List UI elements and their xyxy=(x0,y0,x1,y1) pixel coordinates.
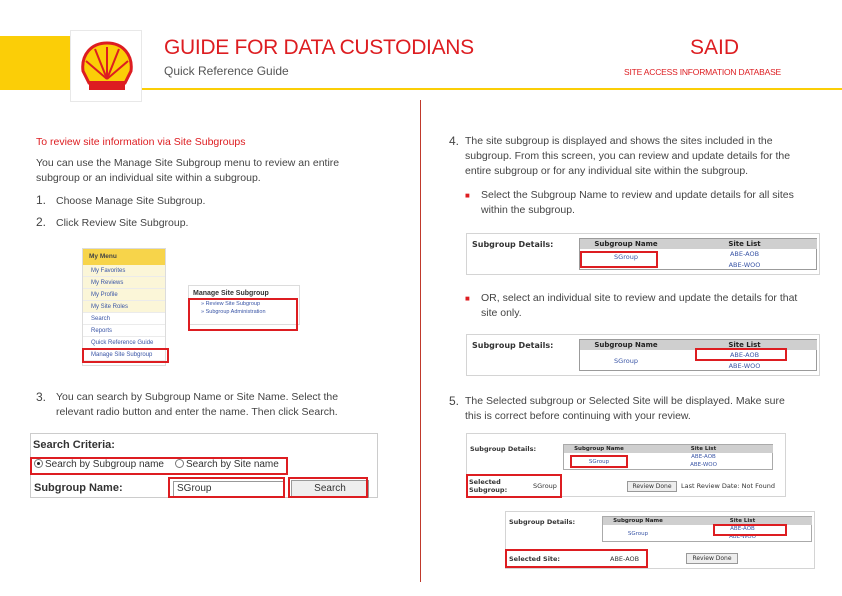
step-3 xyxy=(36,390,376,420)
highlight-search-button xyxy=(288,477,368,498)
subgroup-details-label: Subgroup Details: xyxy=(509,518,576,526)
review-done-button[interactable]: Review Done xyxy=(686,553,738,564)
subgroup-name-link[interactable]: SGroup xyxy=(627,531,649,537)
intro-text: You can use the Manage Site Subgroup menu to review an entire subgroup or an individual site within a subgroup. xyxy=(36,157,340,184)
app-full-name: SITE ACCESS INFORMATION DATABASE xyxy=(624,67,782,77)
bullet-icon: ■ xyxy=(465,191,470,200)
app-name: SAID xyxy=(690,36,740,59)
highlight-manage-site-subgroup xyxy=(82,348,169,363)
subgroup-details-label: Subgroup Details: xyxy=(472,341,554,350)
site-link-woo[interactable]: ABE-WOO xyxy=(729,534,756,540)
step-1 xyxy=(36,193,205,209)
step-4 xyxy=(449,134,794,179)
bullet-icon: ■ xyxy=(465,294,470,303)
site-link-aob[interactable]: ABE-AOB xyxy=(729,351,760,359)
col-subgroup-name: Subgroup Name xyxy=(603,517,673,525)
subgroup-name-link[interactable]: SGroup xyxy=(588,459,610,465)
page-title: GUIDE FOR DATA CUSTODIANS xyxy=(164,36,474,59)
selected-site-value: ABE-AOB xyxy=(610,555,640,563)
subgroup-name-label: Subgroup Name: xyxy=(34,482,123,494)
selected-subgroup-label: Selected Subgroup: xyxy=(469,478,508,494)
subgroup-name-link[interactable]: SGroup xyxy=(614,253,638,261)
col-subgroup-name: Subgroup Name xyxy=(580,340,672,350)
review-site-subgroup-link[interactable]: » Review Site Subgroup xyxy=(201,301,261,307)
menu-item-site-roles[interactable]: My Site Roles xyxy=(83,301,165,313)
menu-item-profile[interactable]: My Profile xyxy=(83,289,165,301)
highlight-radio-options xyxy=(30,457,288,475)
search-by-subgroup-label: Search by Subgroup name xyxy=(45,459,164,470)
site-link-woo[interactable]: ABE-WOO xyxy=(728,362,761,370)
site-link-aob[interactable]: ABE-AOB xyxy=(729,250,760,258)
subgroup-name-link[interactable]: SGroup xyxy=(614,357,638,365)
step-2 xyxy=(36,215,188,231)
selected-subgroup-value: SGroup xyxy=(533,482,557,490)
menu-item-favorites[interactable]: My Favorites xyxy=(83,265,165,277)
search-criteria-title: Search Criteria: xyxy=(33,439,115,451)
site-link-aob[interactable]: ABE-AOB xyxy=(691,454,716,460)
highlight-selected-site xyxy=(505,549,648,568)
bullet-2 xyxy=(465,291,805,321)
menu-item-search[interactable]: Search xyxy=(83,313,165,325)
step-5 xyxy=(449,394,794,424)
highlight-subgroup-name xyxy=(570,455,628,468)
step-2-number: 2. xyxy=(36,215,47,229)
section-heading: To review site information via Site Subgroups xyxy=(36,136,246,148)
col-site-list: Site List xyxy=(672,239,817,249)
review-done-button[interactable]: Review Done xyxy=(627,481,677,492)
site-link-woo[interactable]: ABE-WOO xyxy=(690,462,717,468)
highlight-subgroup-name xyxy=(580,251,658,268)
step-5-text: The Selected subgroup or Selected Site will be displayed. Make sure this is correct before continuing with your review. xyxy=(465,395,785,422)
search-button[interactable]: Search xyxy=(291,480,369,498)
step-1-text: Choose Manage Site Subgroup. xyxy=(56,195,206,207)
highlight-site-aob xyxy=(695,348,787,361)
step-5-number: 5. xyxy=(449,394,460,408)
selected-site-label: Selected Site: xyxy=(509,555,561,563)
site-link-woo[interactable]: ABE-WOO xyxy=(728,261,761,269)
menu-item-manage-site-subgroup[interactable]: Manage Site Subgroup xyxy=(83,349,165,361)
subgroup-details-label: Subgroup Details: xyxy=(472,240,554,249)
subgroup-administration-link[interactable]: » Subgroup Administration xyxy=(201,309,266,315)
menu-item-reports[interactable]: Reports xyxy=(83,325,165,337)
shell-pecten-icon xyxy=(70,30,142,102)
menu-item-reviews[interactable]: My Reviews xyxy=(83,277,165,289)
step-4-text: The site subgroup is displayed and shows the sites included in the subgroup. From this screen, you can review and update details for the entire subgroup or for any individual site within the subgroup. xyxy=(465,135,791,177)
page-subtitle: Quick Reference Guide xyxy=(164,64,289,78)
highlight-site-aob xyxy=(713,524,787,536)
bullet-1 xyxy=(465,188,805,218)
step-3-number: 3. xyxy=(36,390,47,404)
highlight-selected-subgroup xyxy=(466,474,562,498)
step-1-number: 1. xyxy=(36,193,47,207)
col-subgroup-name: Subgroup Name xyxy=(564,445,634,453)
last-review-date: Last Review Date: Not Found xyxy=(681,482,775,490)
column-divider xyxy=(420,100,421,582)
subgroup-details-label: Subgroup Details: xyxy=(470,445,537,453)
search-by-site-label: Search by Site name xyxy=(186,459,279,470)
highlight-name-input xyxy=(168,477,285,498)
col-site-list: Site List xyxy=(634,445,773,453)
step-3-text: You can search by Subgroup Name or Site Name. Select the relevant radio button and enter the name. Then click Search. xyxy=(56,391,339,418)
menu-item-quick-reference[interactable]: Quick Reference Guide xyxy=(83,337,165,349)
col-site-list: Site List xyxy=(673,517,812,525)
bullet-2-text: OR, select an individual site to review and update the details for that site only. xyxy=(481,292,798,319)
site-link-aob[interactable]: ABE-AOB xyxy=(730,526,755,532)
col-site-list: Site List xyxy=(672,340,817,350)
subgroup-name-input[interactable]: SGroup xyxy=(173,481,285,497)
highlight-review-site-subgroup xyxy=(188,298,298,331)
step-2-text: Click Review Site Subgroup. xyxy=(56,217,189,229)
manage-subgroup-header: Manage Site Subgroup xyxy=(193,290,269,297)
my-menu-header: My Menu xyxy=(83,249,165,265)
step-4-number: 4. xyxy=(449,134,460,148)
bullet-1-text: Select the Subgroup Name to review and update details for all sites within the subgroup. xyxy=(481,189,794,216)
col-subgroup-name: Subgroup Name xyxy=(580,239,672,249)
